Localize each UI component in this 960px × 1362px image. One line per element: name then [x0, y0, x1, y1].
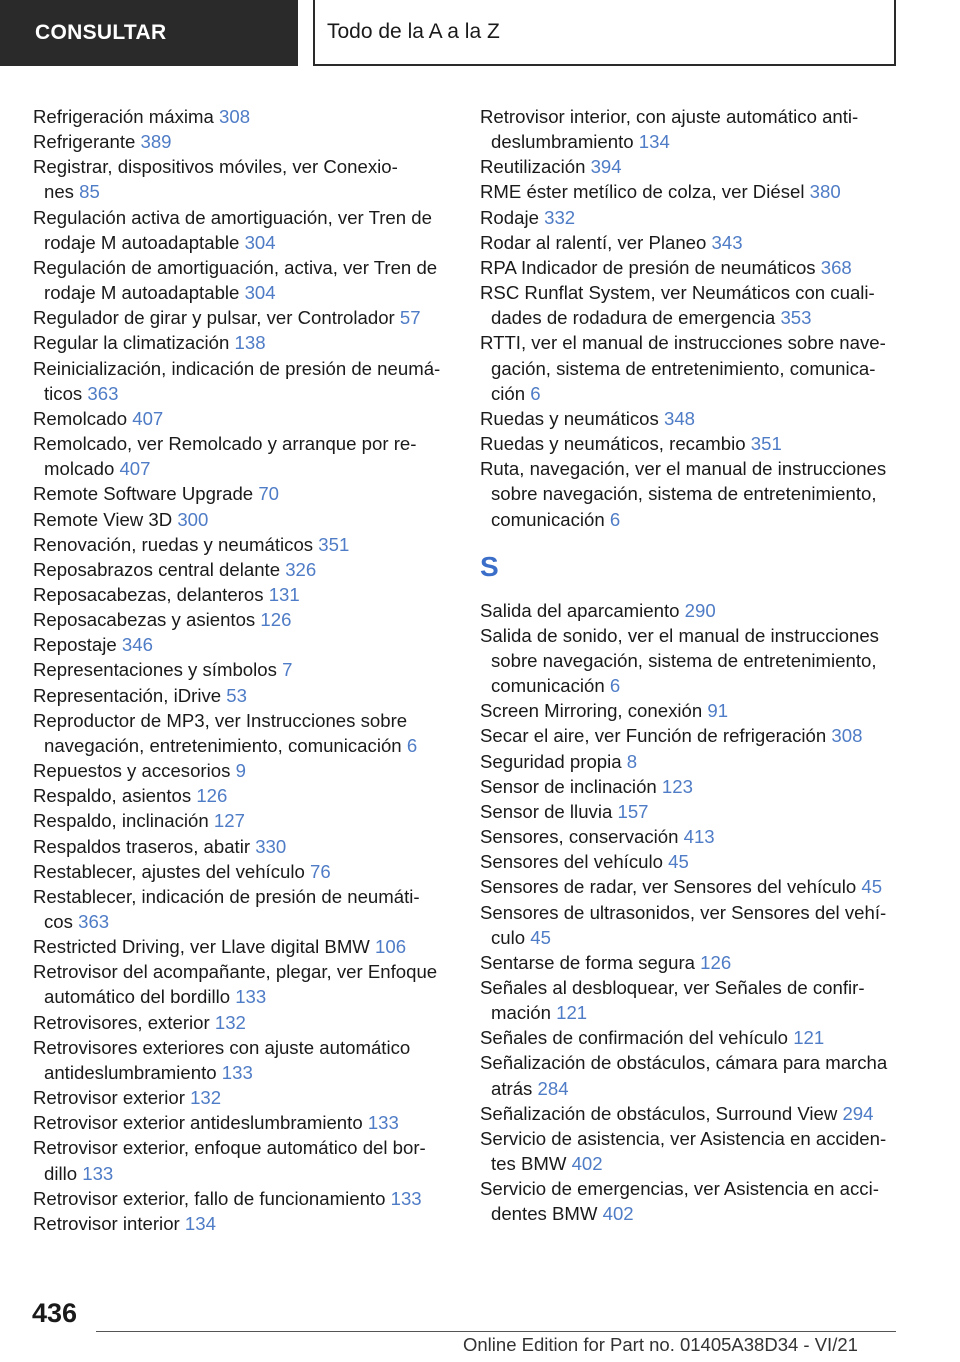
index-entry: [480, 104, 900, 154]
page-reference-link[interactable]: 132: [214, 1011, 246, 1033]
index-entry: [33, 934, 453, 959]
index-entry-text: Respaldo, asientos: [33, 785, 192, 807]
index-entry: [33, 884, 453, 934]
page-reference-link[interactable]: 53: [226, 684, 247, 706]
index-entry: [480, 230, 900, 255]
index-column-right: [480, 104, 900, 1227]
page-reference-link[interactable]: 127: [213, 810, 245, 832]
index-entry-text: Retrovisores exteriores con ajuste automático: [33, 1036, 411, 1058]
index-entry: [33, 657, 453, 682]
index-entry-text: RPA Indicador de presión de neumáticos: [480, 256, 816, 278]
index-entry: [480, 774, 900, 799]
index-entry-text: nes: [44, 181, 74, 203]
page-reference-link[interactable]: 126: [260, 609, 292, 631]
index-entry-text: Respaldos traseros, abatir: [33, 835, 251, 857]
index-entry-text: sobre navegación, sistema de entretenimiento,: [491, 649, 877, 671]
index-entry: [33, 104, 453, 129]
index-entry-text: Regular la climatización: [33, 332, 230, 354]
index-entry-text: Señales al desbloquear, ver Señales de confir-: [480, 977, 865, 998]
index-entry-text: Secar el aire, ver Función de refrigeración: [480, 725, 827, 747]
index-entry-text: Reposabrazos central delante: [33, 558, 281, 580]
footer-edition: Online Edition for Part no. 01405A38D34 - VI/21: [463, 1334, 858, 1355]
index-entry-text: Señalización de obstáculos, Surround View: [480, 1102, 838, 1124]
index-entry-text: Screen Mirroring, conexión: [480, 700, 703, 722]
index-entry-text: Refrigerante: [33, 131, 136, 153]
page-reference-link[interactable]: 126: [700, 951, 732, 973]
index-entry-text: Restablecer, ajustes del vehículo: [33, 860, 305, 882]
index-entry: [480, 1050, 900, 1100]
index-entry-text: Restricted Driving, ver Llave digital BMW: [33, 936, 370, 958]
index-entry-text: Ruedas y neumáticos: [480, 407, 659, 429]
page-reference-link[interactable]: 57: [399, 307, 421, 329]
index-entry-text: Servicio de asistencia, ver Asistencia en acciden-: [480, 1127, 887, 1149]
page-reference-link[interactable]: 308: [831, 725, 863, 747]
index-entry-text: dades de rodadura de emergencia: [491, 307, 776, 329]
index-entry-text: Registrar, dispositivos móviles, ver Conexio-: [33, 156, 398, 178]
page-reference-link[interactable]: 326: [285, 558, 317, 580]
index-entry-text: ticos: [44, 382, 83, 404]
index-entry: [33, 758, 453, 783]
page-number: 436: [32, 1298, 78, 1328]
page-reference-link[interactable]: 134: [638, 131, 670, 153]
page-reference-link[interactable]: 304: [244, 282, 276, 304]
page-reference-link[interactable]: 85: [79, 181, 100, 203]
index-entry-text: atrás: [491, 1077, 533, 1099]
index-entry-text: Retrovisor interior: [33, 1212, 180, 1234]
index-entry: [33, 632, 453, 657]
index-entry: [33, 305, 453, 330]
page-reference-link[interactable]: 402: [602, 1203, 634, 1225]
index-entry-text: navegación, entretenimiento, comunicación: [44, 734, 402, 756]
page-reference-link[interactable]: 70: [258, 483, 279, 505]
index-entry-text: gación, sistema de entretenimiento, comunica-: [491, 357, 876, 379]
index-entry: [480, 975, 900, 1025]
page-reference-link[interactable]: 363: [78, 911, 110, 932]
index-entry: [480, 205, 900, 230]
index-entry-text: culo: [491, 926, 526, 948]
page-reference-link[interactable]: 133: [235, 986, 267, 1008]
index-entry-text: Servicio de emergencias, ver Asistencia en acci-: [480, 1178, 879, 1200]
index-entry-text: Respaldo, inclinación: [33, 810, 209, 832]
page-reference-link[interactable]: 121: [793, 1027, 825, 1049]
index-entry: [480, 1176, 900, 1226]
index-entry-text: Repuestos y accesorios: [33, 760, 231, 782]
index-entry-text: Representaciones y símbolos: [33, 659, 277, 681]
index-entry: [33, 356, 453, 406]
index-entry-text: Remote Software Upgrade: [33, 483, 254, 505]
index-entry-text: Reinicialización, indicación de presión de neumá-: [33, 357, 441, 379]
index-entry-text: Retrovisor interior, con ajuste automático anti-: [480, 106, 859, 127]
index-entry-text: Sensores, conservación: [480, 826, 679, 848]
index-entry-text: Restablecer, indicación de presión de neumáti-: [33, 885, 420, 907]
page-reference-link[interactable]: 394: [590, 156, 622, 178]
page-reference-link[interactable]: 133: [390, 1187, 422, 1209]
page-reference-link[interactable]: 380: [809, 181, 841, 203]
index-entry: [33, 683, 453, 708]
page-reference-link[interactable]: 346: [121, 634, 153, 656]
index-entry: [480, 330, 900, 405]
index-entry: [33, 330, 453, 355]
index-entry: [33, 783, 453, 808]
index-entry: [33, 129, 453, 154]
page-reference-link[interactable]: 300: [177, 508, 209, 530]
index-entry-text: Retrovisor del acompañante, plegar, ver Enfoque: [33, 961, 438, 983]
index-entry: [33, 431, 453, 481]
index-entry-text: Ruedas y neumáticos, recambio: [480, 433, 746, 455]
page-reference-link[interactable]: 7: [282, 659, 293, 681]
index-entry: [33, 406, 453, 431]
page-reference-link[interactable]: 290: [684, 599, 716, 621]
index-entry: [33, 205, 453, 255]
index-entry: [33, 808, 453, 833]
footer-divider: [96, 1331, 896, 1332]
page-reference-link[interactable]: 121: [556, 1002, 588, 1024]
index-entry-text: molcado: [44, 458, 115, 480]
page-reference-link[interactable]: 402: [571, 1153, 603, 1175]
index-entry: [33, 532, 453, 557]
page-reference-link[interactable]: 332: [544, 206, 576, 228]
page-reference-link[interactable]: 330: [255, 835, 287, 857]
page-reference-link[interactable]: 106: [375, 936, 407, 958]
index-entry: [33, 834, 453, 859]
index-entry: [33, 959, 453, 1009]
index-entry-text: comunicación: [491, 675, 605, 697]
index-entry-text: Rodaje: [480, 206, 539, 228]
index-entry: [480, 900, 900, 950]
index-entry-text: Salida de sonido, ver el manual de instrucciones: [480, 624, 879, 646]
index-entry-text: Retrovisor exterior: [33, 1087, 185, 1109]
index-entry: [480, 723, 900, 748]
index-entry: [33, 1085, 453, 1110]
page-reference-link[interactable]: 131: [268, 583, 300, 605]
index-entry-text: Reposacabezas y asientos: [33, 609, 256, 631]
index-column-left: [33, 104, 453, 1236]
index-entry-text: Señalización de obstáculos, cámara para marcha: [480, 1052, 888, 1074]
index-entry: [480, 1126, 900, 1176]
index-entry: [480, 280, 900, 330]
index-entry: [33, 1035, 453, 1085]
index-entry-text: automático del bordillo: [44, 986, 231, 1008]
index-group-s: [480, 598, 900, 1227]
index-entry-text: Remolcado, ver Remolcado y arranque por re-: [33, 433, 417, 455]
index-entry-text: deslumbramiento: [491, 131, 634, 153]
page-reference-link[interactable]: 126: [196, 785, 228, 807]
page-reference-link[interactable]: 45: [668, 851, 689, 873]
index-entry-text: Regulación de amortiguación, activa, ver Tren de: [33, 256, 438, 278]
index-entry-text: dentes BMW: [491, 1203, 598, 1225]
index-entry-text: comunicación: [491, 508, 605, 530]
index-entry-text: Retrovisor exterior, fallo de funcionamiento: [33, 1187, 386, 1209]
index-entry-text: Reposacabezas, delanteros: [33, 583, 264, 605]
page-reference-link[interactable]: 45: [530, 926, 551, 948]
index-entry-text: RTTI, ver el manual de instrucciones sobre nave-: [480, 332, 886, 354]
index-entry-text: Sensores de radar, ver Sensores del vehículo: [480, 876, 857, 898]
index-entry-text: Señales de confirmación del vehículo: [480, 1027, 789, 1049]
page-reference-link[interactable]: 304: [244, 231, 276, 253]
chapter-title[interactable]: Todo de la A a la Z: [313, 0, 896, 66]
page-reference-link[interactable]: 6: [609, 675, 621, 697]
index-entry-text: Retrovisor exterior antideslumbramiento: [33, 1112, 363, 1134]
page-header: [0, 0, 960, 66]
page-reference-link[interactable]: 413: [683, 826, 715, 848]
index-entry: [480, 255, 900, 280]
index-entry-text: Ruta, navegación, ver el manual de instrucciones: [480, 458, 887, 480]
index-entry: [33, 607, 453, 632]
index-entry: [33, 582, 453, 607]
page-reference-link[interactable]: 407: [132, 407, 164, 429]
index-entry-text: RSC Runflat System, ver Neumáticos con cuali-: [480, 282, 875, 304]
index-entry: [480, 456, 900, 531]
index-entry-text: Reutilización: [480, 156, 586, 178]
index-entry-text: dillo: [44, 1162, 78, 1184]
index-entry: [480, 950, 900, 975]
page-reference-link[interactable]: 351: [750, 433, 782, 455]
index-entry: [33, 708, 453, 758]
page-reference-link[interactable]: 123: [661, 775, 693, 797]
page-reference-link[interactable]: 6: [406, 734, 418, 756]
page-reference-link[interactable]: 351: [318, 533, 350, 555]
page-reference-link[interactable]: 348: [663, 407, 696, 429]
index-entry: [480, 1101, 900, 1126]
index-entry: [33, 1186, 453, 1211]
index-entry-text: Repostaje: [33, 634, 117, 656]
index-entry-text: Seguridad propia: [480, 750, 622, 772]
index-entry-text: Sensores de ultrasonidos, ver Sensores del vehí-: [480, 901, 887, 923]
index-entry-text: Sensor de inclinación: [480, 775, 657, 797]
page-reference-link[interactable]: 133: [367, 1112, 399, 1134]
page-reference-link[interactable]: 76: [310, 860, 331, 882]
index-entry-text: mación: [491, 1002, 551, 1024]
page-reference-link[interactable]: 389: [140, 131, 172, 153]
index-entry-text: Retrovisor exterior, enfoque automático del bor-: [33, 1137, 426, 1159]
index-entry-text: ción: [491, 382, 526, 404]
index-entry: [480, 154, 900, 179]
index-entry: [480, 799, 900, 824]
page-reference-link[interactable]: 294: [842, 1102, 874, 1124]
index-entry-text: Rodar al ralentí, ver Planeo: [480, 231, 707, 253]
page-reference-link[interactable]: 6: [530, 382, 541, 404]
page-reference-link[interactable]: 138: [234, 332, 266, 354]
page-reference-link[interactable]: 133: [221, 1061, 253, 1083]
index-entry-text: sobre navegación, sistema de entretenimiento,: [491, 483, 877, 505]
page-reference-link[interactable]: 6: [609, 508, 621, 530]
index-entry: [480, 1025, 900, 1050]
page-reference-link[interactable]: 368: [820, 256, 852, 278]
index-entry: [480, 598, 900, 623]
index-entry-text: Salida del aparcamiento: [480, 599, 680, 621]
index-entry: [480, 698, 900, 723]
page-reference-link[interactable]: 132: [190, 1087, 222, 1109]
index-entry: [33, 557, 453, 582]
index-entry-text: Sensores del vehículo: [480, 851, 663, 873]
index-entry: [480, 824, 900, 849]
index-entry: [33, 1110, 453, 1135]
section-letter: S: [480, 550, 499, 582]
page-reference-link[interactable]: 407: [119, 458, 151, 480]
index-entry-text: Sentarse de forma segura: [480, 951, 695, 973]
page-reference-link[interactable]: 45: [861, 876, 883, 898]
index-entry: [33, 1211, 453, 1236]
index-entry-text: Retrovisores, exterior: [33, 1011, 210, 1033]
index-entry: [33, 507, 453, 532]
index-entry-text: Remolcado: [33, 407, 128, 429]
index-entry-text: Regulación activa de amortiguación, ver Tren de: [33, 206, 432, 228]
index-entry: [480, 874, 900, 899]
index-entry: [33, 1010, 453, 1035]
index-entry: [33, 255, 453, 305]
page-reference-link[interactable]: 91: [707, 700, 729, 722]
page-reference-link[interactable]: 157: [617, 800, 649, 822]
index-entry: [33, 154, 453, 204]
page-reference-link[interactable]: 133: [82, 1162, 114, 1184]
index-entry: [480, 179, 900, 204]
page-reference-link[interactable]: 363: [87, 382, 119, 404]
index-entry-text: Regulador de girar y pulsar, ver Controlador: [33, 307, 395, 329]
index-entry-text: Remote View 3D: [33, 508, 173, 530]
page-reference-link[interactable]: 353: [780, 307, 812, 329]
page-reference-link[interactable]: 8: [626, 750, 638, 772]
index-entry: [33, 481, 453, 506]
index-entry-text: Reproductor de MP3, ver Instrucciones sobre: [33, 709, 408, 731]
index-entry-text: Renovación, ruedas y neumáticos: [33, 533, 314, 555]
index-entry: [480, 431, 900, 456]
index-entry: [33, 1135, 453, 1185]
index-entry-text: Representación, iDrive: [33, 684, 222, 706]
index-entry: [480, 406, 900, 431]
index-entry-text: antideslumbramiento: [44, 1061, 217, 1083]
index-entry-text: rodaje M autoadaptable: [44, 231, 240, 253]
section-tab[interactable]: CONSULTAR: [0, 0, 298, 66]
page-reference-link[interactable]: 284: [537, 1077, 569, 1099]
index-entry-text: rodaje M autoadaptable: [44, 282, 240, 304]
index-entry-text: Refrigeración máxima: [33, 106, 214, 127]
index-entry: [480, 623, 900, 698]
index-entry: [33, 859, 453, 884]
page-reference-link[interactable]: 9: [235, 760, 246, 782]
index-entry-text: cos: [44, 911, 73, 932]
index-entry: [480, 849, 900, 874]
page-reference-link[interactable]: 134: [184, 1212, 216, 1234]
page-reference-link[interactable]: 308: [219, 106, 251, 127]
page-reference-link[interactable]: 343: [711, 231, 743, 253]
index-entry-text: tes BMW: [491, 1153, 567, 1175]
index-entry-text: RME éster metílico de colza, ver Diésel: [480, 181, 805, 203]
index-group-r: [480, 104, 900, 532]
index-entry: [480, 749, 900, 774]
index-entry-text: Sensor de lluvia: [480, 800, 613, 822]
